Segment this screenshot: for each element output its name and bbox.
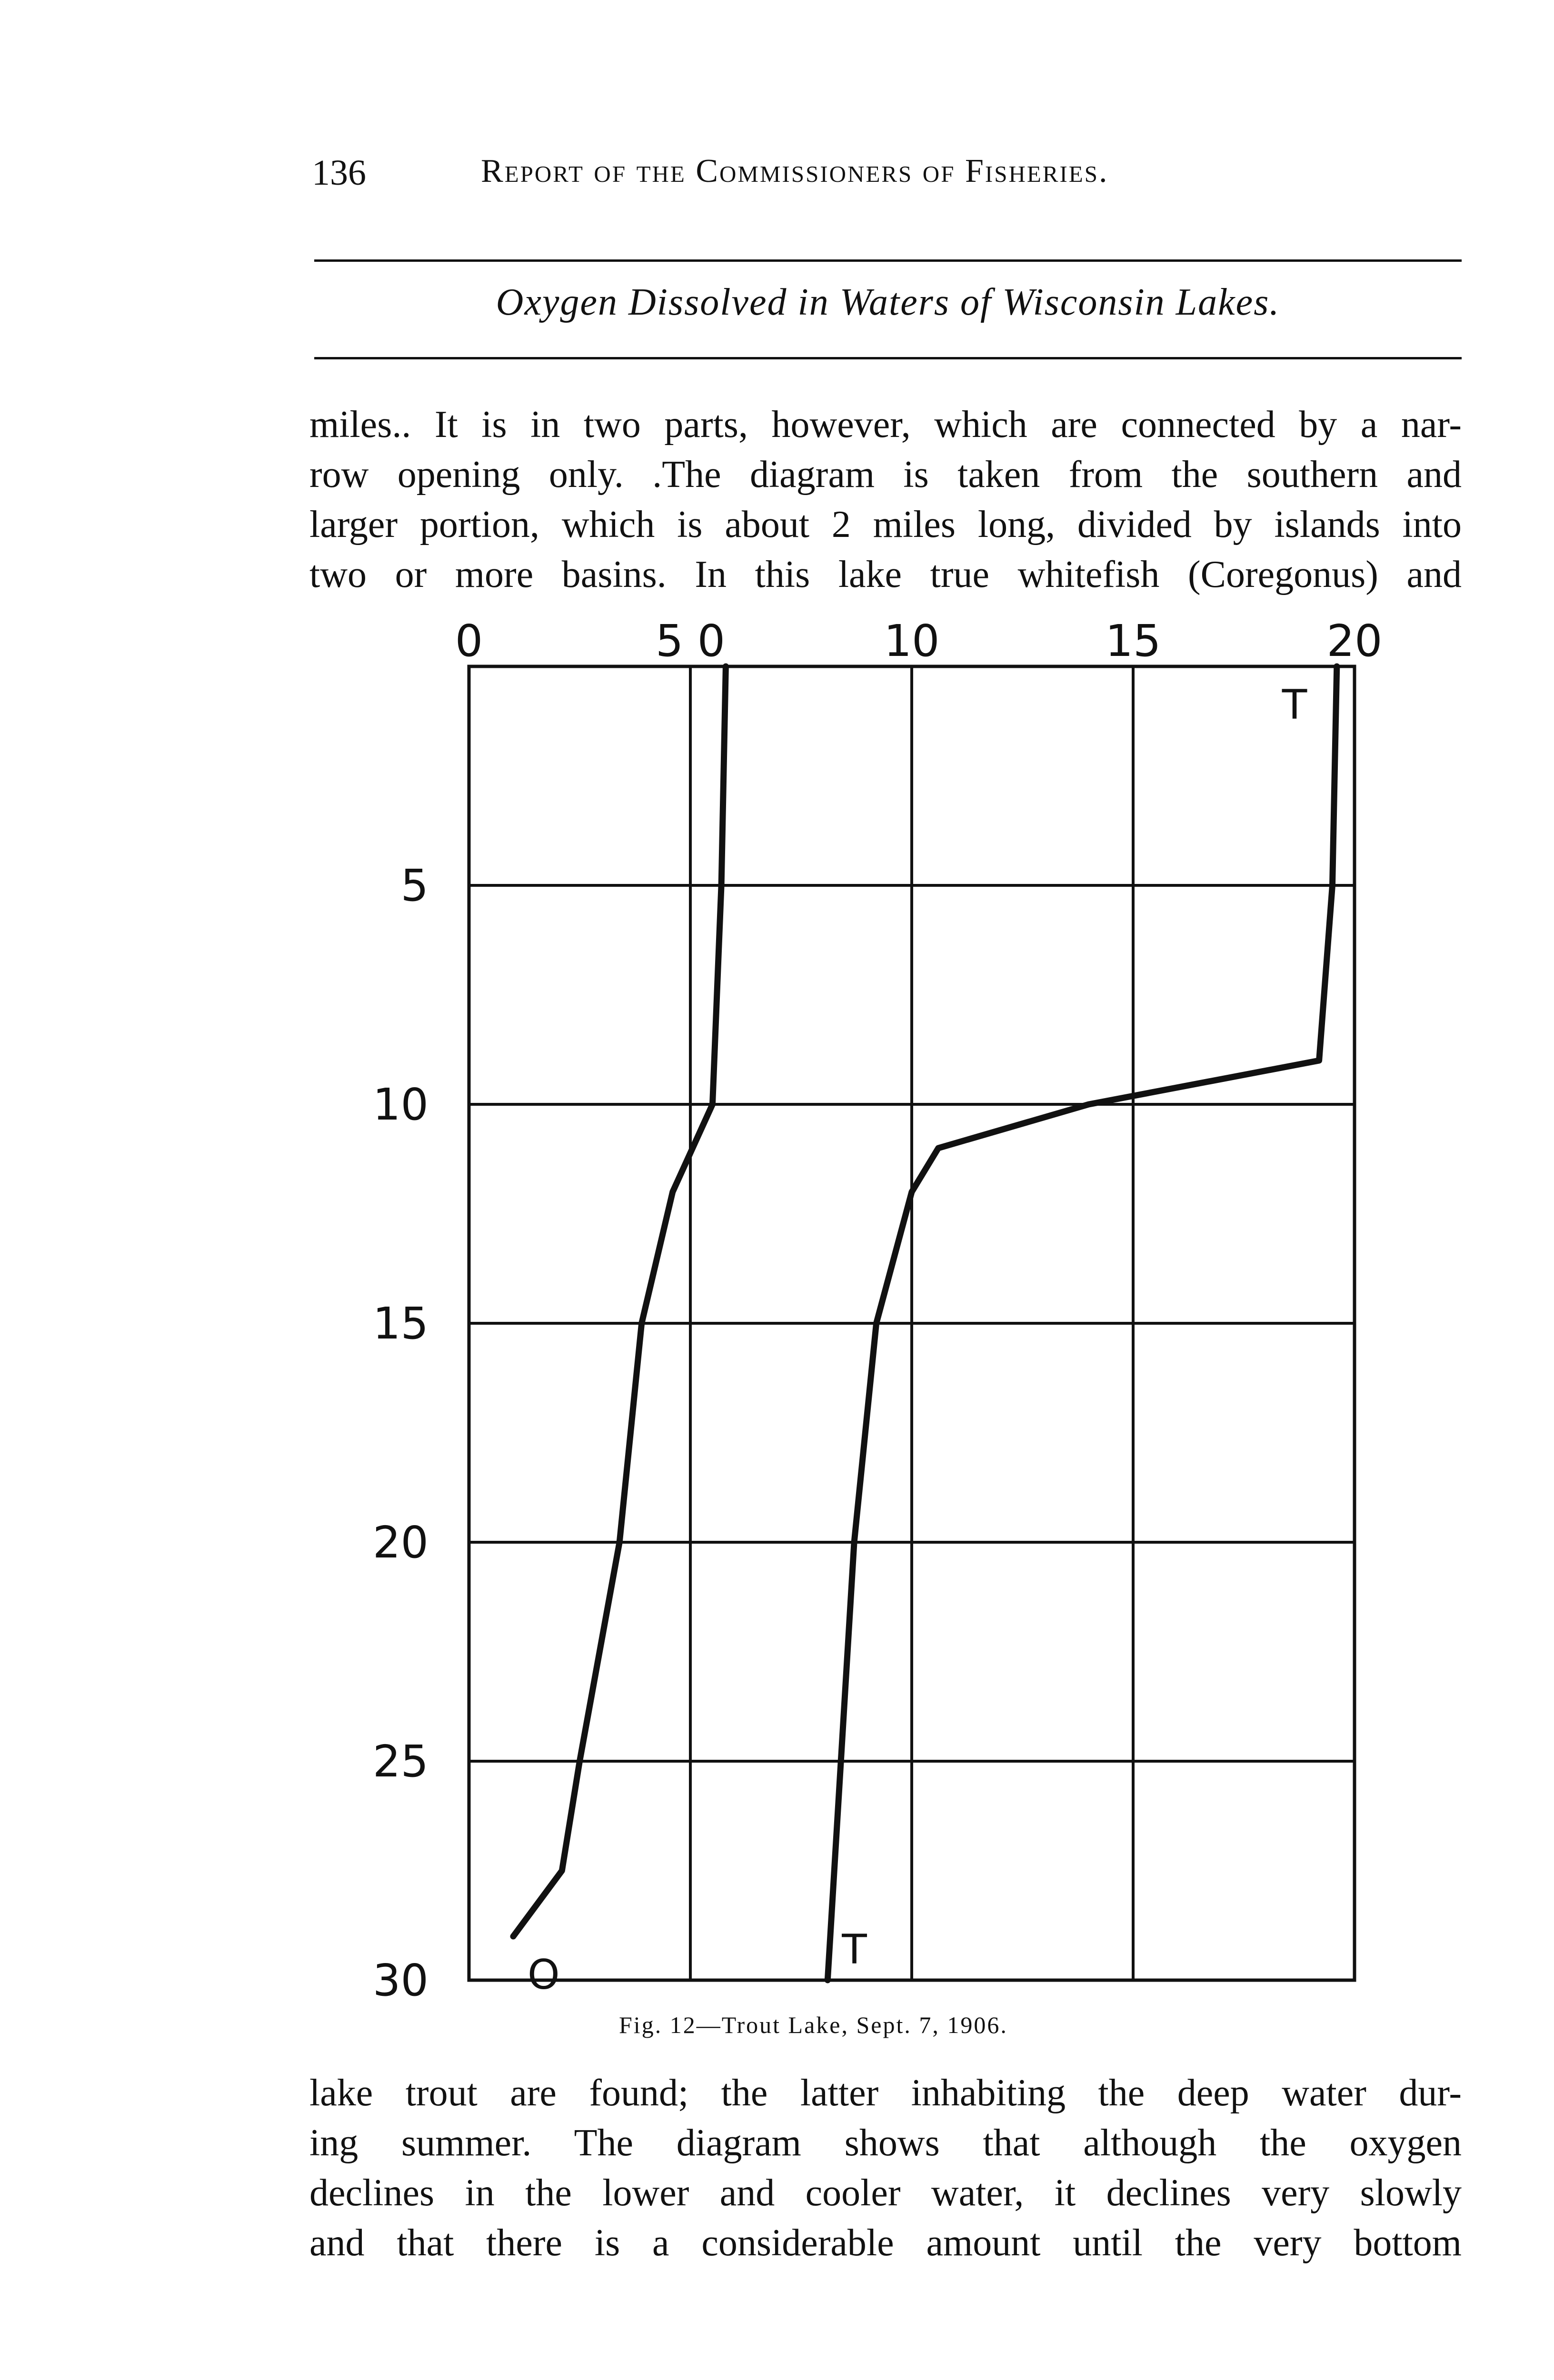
y-tick-label: 10 <box>372 1079 428 1130</box>
x-tick-label: 20 <box>1326 615 1383 666</box>
x-tick-label: 10 <box>884 615 940 666</box>
section-subheading: Oxygen Dissolved in Waters of Wisconsin Lakes. <box>496 281 1280 323</box>
chart-grid <box>469 666 1355 1980</box>
y-tick-label: 30 <box>372 1955 428 2006</box>
text-line: row opening only. .The diagram is taken from the southern and <box>309 454 1462 496</box>
series-label-o: O <box>528 1951 560 1999</box>
y-tick-label: 5 <box>400 860 428 911</box>
series-label-t-bottom: T <box>842 1926 867 1973</box>
figure-caption: Fig. 12—Trout Lake, Sept. 7, 1906. <box>619 2012 1008 2038</box>
y-tick-label: 20 <box>372 1517 428 1568</box>
page-number: 136 <box>312 153 366 193</box>
x-tick-label: 15 <box>1105 615 1161 666</box>
running-title: Report of the Commissioners of Fisheries. <box>481 153 1109 189</box>
text-line: miles.. It is in two parts, however, which are connected by a nar- <box>309 404 1462 446</box>
text-line: lake trout are found; the latter inhabiting the deep water dur- <box>309 2072 1462 2114</box>
x-tick-label: 5 0 <box>655 615 726 666</box>
y-tick-label: 25 <box>372 1736 428 1787</box>
x-tick-label: 0 <box>455 615 483 666</box>
y-tick-label: 15 <box>372 1298 428 1349</box>
series-line-o <box>513 666 726 1936</box>
series-label-t-top: T <box>1282 681 1307 729</box>
text-line: two or more basins. In this lake true whitefish (Coregonus) and <box>309 554 1462 595</box>
text-line: declines in the lower and cooler water, it declines very slowly <box>309 2172 1462 2214</box>
paragraph-after-figure <box>309 2068 1462 2268</box>
text-line: and that there is a considerable amount until the very bottom <box>309 2222 1462 2264</box>
text-line: larger portion, which is about 2 miles long, divided by islands into <box>309 504 1462 545</box>
text-line: ing summer. The diagram shows that although the oxygen <box>309 2122 1462 2164</box>
chart-series <box>513 666 1337 1999</box>
